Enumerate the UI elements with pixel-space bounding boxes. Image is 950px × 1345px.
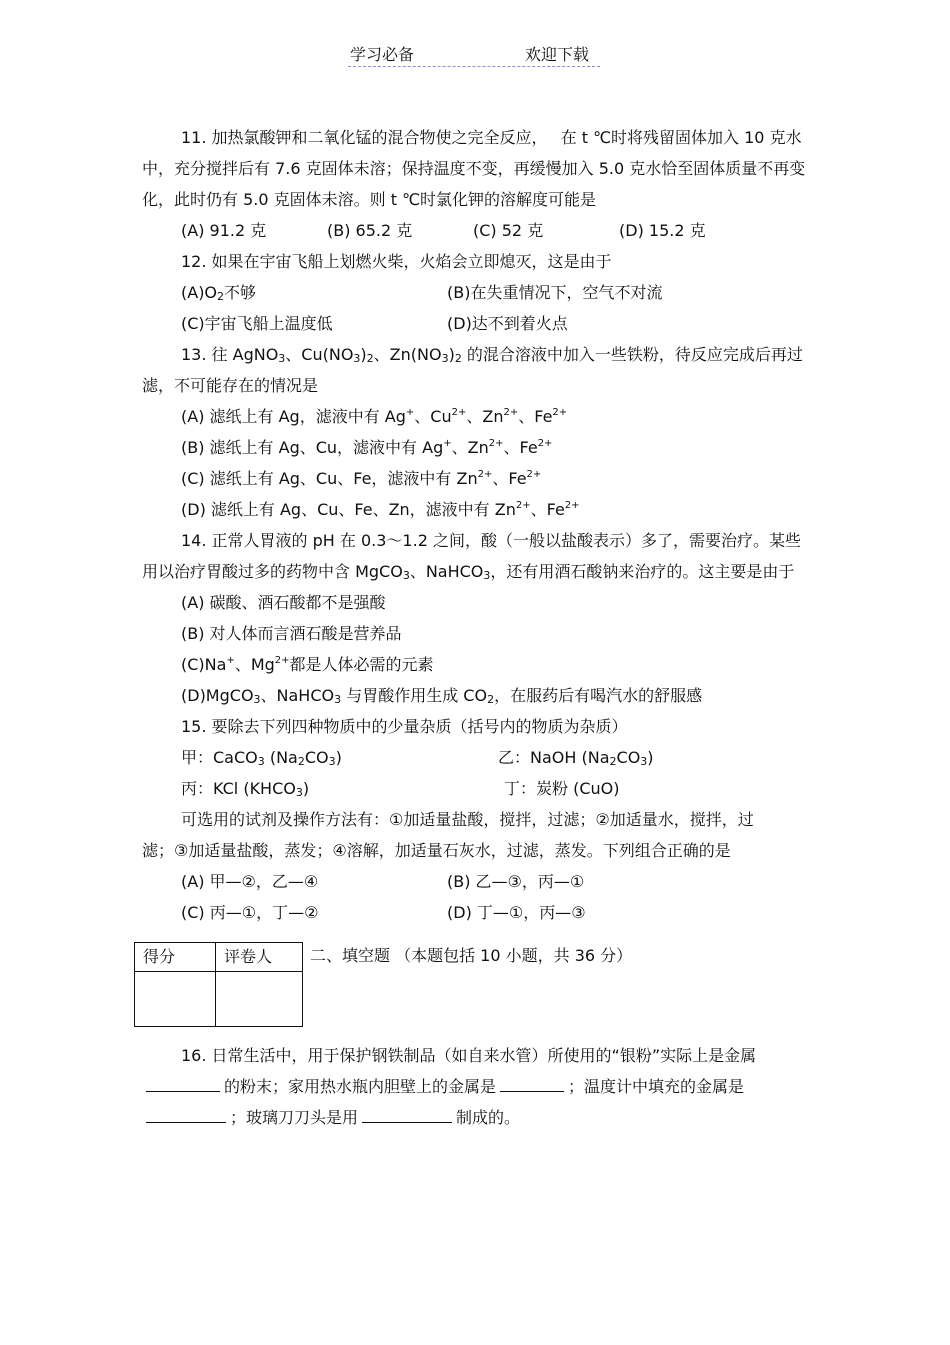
q14-option-d: (D)MgCO$_3$、NaHCO$_3$ 与胃酸作用生成 $CO_2$，在服药后有喝汽水的舒服感 [181,686,703,706]
q13-option-b: (B) 滤纸上有 Ag、Cu，滤液中有 Ag+、$Zn^{2+}$、$Fe^{2+}$ [181,438,553,457]
q14-option-a: (A) 碳酸、酒石酸都不是强酸 [181,593,386,612]
score-header: 得分 [135,943,216,972]
grader-header: 评卷人 [216,943,303,972]
q11-option-d: (D) 15.2 克 [619,221,706,240]
q15-options-cd [142,897,812,928]
q15-item-jia: 甲：CaCO$_3$ $(Na_2CO_3)$ [181,748,342,768]
q15-item-bing: 丙：KCl $(KHCO_3)$ [181,779,310,799]
exam-content [142,122,812,1133]
q13-option-a: (A) 滤纸上有 Ag，滤液中有 Ag+、$Cu^{2+}$、$Zn^{2+}$、$Fe^{2+}$ [181,407,568,426]
q15-item-ding: 丁：炭粉 (CuO) [504,779,620,798]
question-12-options-ab [142,277,812,308]
question-13-stem: 13. 往 AgNO$_3$、$Cu(NO_3)_2$、$Zn(NO_3)_2$ 的混合溶液中加入一些铁粉，待反应完成后再过滤，不可能存在的情况是 [142,345,803,395]
q15-items-row2 [142,773,812,804]
q14-option-b: (B) 对人体而言酒石酸是营养品 [181,624,402,643]
page-header [348,42,600,67]
q13-option-d: (D) 滤纸上有 Ag、Cu、Fe、Zn，滤液中有 $Zn^{2+}$、$Fe^{2+}$ [181,500,580,519]
header-left-text: 学习必备 [350,45,415,64]
q15-option-d: (D) 丁—①，丙—③ [447,903,586,922]
header-right-text: 欢迎下载 [525,45,590,64]
q15-options-ab [142,866,812,897]
q16-blank-2[interactable] [500,1075,564,1092]
score-cell[interactable] [135,972,216,1027]
question-16-stem: 16. 日常生活中，用于保护钢铁制品（如自来水管）所使用的“银粉”实际上是金属的粉末；家用热水瓶内胆壁上的金属是 ；温度计中填充的金属是；玻璃刀刀头是用 制成的。 [142,1040,812,1133]
score-table [134,942,303,1027]
q11-option-a: (A) 91.2 克 [181,221,267,240]
question-12-stem: 12. 如果在宇宙飞船上划燃火柴，火焰会立即熄灭，这是由于 [181,252,612,271]
q13-option-c: (C) 滤纸上有 Ag、Cu、Fe，滤液中有 $Zn^{2+}$、$Fe^{2+}$ [181,469,542,488]
q14-option-c: (C)Na+、$Mg^{2+}$都是人体必需的元素 [181,655,434,674]
q16-blank-4[interactable] [362,1106,452,1123]
q15-methods: 可选用的试剂及操作方法有：①加适量盐酸，搅拌，过滤；②加适量水，搅拌，过滤；③加适量盐酸，蒸发；④溶解，加适量石灰水，过滤，蒸发。下列组合正确的是 [142,810,754,860]
q12-option-c: (C)宇宙飞船上温度低 [181,314,333,333]
q16-blank-3[interactable] [146,1106,226,1123]
q15-items-row1 [142,742,812,773]
q15-option-c: (C) 丙—①，丁—② [181,903,319,922]
q11-option-b: (B) 65.2 克 [327,221,413,240]
grader-cell[interactable] [216,972,303,1027]
question-14-stem: 14. 正常人胃液的 pH 在 0.3～1.2 之间，酸（一般以盐酸表示）多了，需要治疗。某些用以治疗胃酸过多的药物中含 MgCO$_3$、NaHCO$_3$，还有用酒石酸钠来治疗的。这主要是由于 [142,531,801,582]
q12-option-a: $(A)O_2$不够 [181,283,257,303]
q11-option-c: (C) 52 克 [473,221,544,240]
question-12-options-cd [142,308,812,339]
q15-option-a: (A) 甲—②，乙—④ [181,872,319,891]
score-section [142,942,812,1030]
question-11-stem: 11. 加热氯酸钾和二氧化锰的混合物使之完全反应， 在 t ℃时将残留固体加入 10 克水中，充分搅拌后有 7.6 克固体未溶；保持温度不变，再缓慢加入 5.0 克水恰至固体质量不再变化，此时仍有 5.0 克固体未溶。则 t ℃时氯化钾的溶解度可能是 [142,128,806,209]
q12-option-d: (D)达不到着火点 [447,314,568,333]
q16-blank-1[interactable] [146,1075,220,1092]
section-2-title: 二、填空题 （本题包括 10 小题，共 36 分） [310,946,633,965]
q15-item-yi: 乙：NaOH $(Na_2CO_3)$ [498,748,654,768]
question-15-stem: 15. 要除去下列四种物质中的少量杂质（括号内的物质为杂质） [181,717,628,736]
question-11-options [142,215,812,246]
q12-option-b: (B)在失重情况下，空气不对流 [447,283,663,302]
q15-option-b: (B) 乙—③，丙—① [447,872,585,891]
